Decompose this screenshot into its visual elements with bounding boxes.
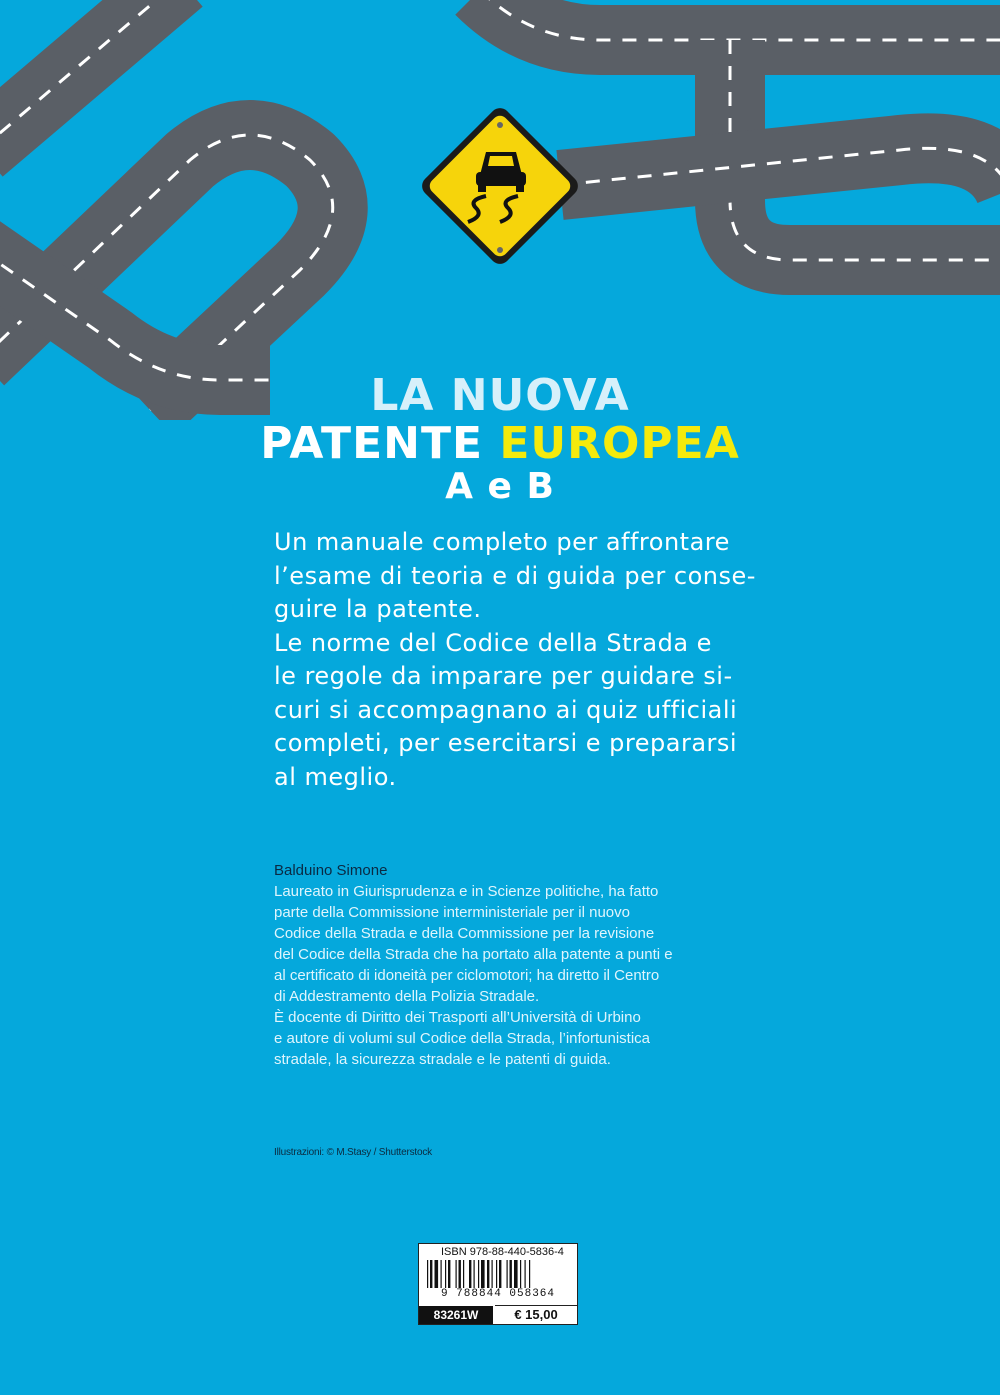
description	[274, 526, 756, 794]
title-line-2	[0, 418, 1000, 469]
road-illustration	[0, 0, 1000, 420]
description-line: al meglio.	[274, 762, 397, 791]
description-line: completi, per esercitarsi e prepararsi	[274, 729, 738, 757]
bio-line: del Codice della Strada che ha portato alla patente a punti e	[274, 946, 673, 963]
title-line-1: LA NUOVA	[370, 370, 630, 421]
description-line: Un manuale completo per affrontare	[274, 528, 730, 556]
title-line-3: A e B	[445, 466, 555, 507]
description-line: le regole da imparare per guidare si-	[274, 662, 733, 690]
bio-line: al certificato di idoneità per ciclomotori; ha diretto il Centro	[274, 967, 660, 984]
bio-line: Laureato in Giurisprudenza e in Scienze politiche, ha fatto	[274, 883, 659, 900]
author-name: Balduino Simone	[274, 862, 388, 879]
slippery-road-sign-icon	[418, 104, 582, 268]
title-patente: PATENTE	[260, 418, 500, 469]
isbn-label: ISBN 978-88-440-5836-4	[441, 1246, 564, 1258]
illustration-credits: Illustrazioni: © M.Stasy / Shutterstock	[274, 1147, 432, 1158]
description-line: curi si accompagnano ai quiz ufficiali	[274, 695, 738, 724]
barcode-panel	[418, 1243, 578, 1325]
bio-line: stradale, la sicurezza stradale e le patenti di guida.	[274, 1051, 611, 1068]
description-line: guire la patente.	[274, 595, 482, 623]
bio-line: parte della Commissione interministeriale per il nuovo	[274, 904, 630, 921]
author-section	[274, 862, 730, 1070]
description-line: l’esame di teoria e di guida per conse-	[274, 561, 756, 590]
title-europea: EUROPEA	[499, 418, 740, 469]
bio-line: È docente di Diritto dei Trasporti all’Università di Urbino	[274, 1009, 641, 1026]
barcode-digits: 9 788844 058364	[440, 1288, 556, 1300]
author-bio	[274, 881, 730, 1070]
product-code: 83261W	[419, 1306, 493, 1324]
bio-line: Codice della Strada e della Commissione per la revisione	[274, 925, 655, 942]
bio-line: e autore di volumi sul Codice della Strada, l’infortunistica	[274, 1030, 651, 1047]
description-line: Le norme del Codice della Strada e	[274, 628, 712, 657]
bio-line: di Addestramento della Polizia Stradale.	[274, 988, 540, 1005]
price: € 15,00	[495, 1305, 577, 1324]
